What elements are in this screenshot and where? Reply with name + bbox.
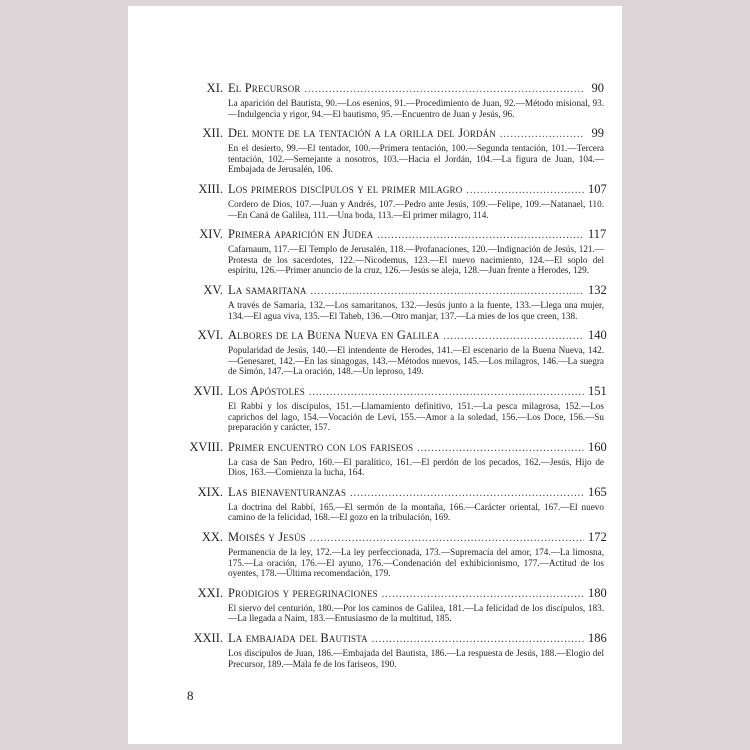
chapter-page: 140 — [588, 328, 607, 343]
dot-leader — [309, 386, 584, 400]
chapter-title: La samaritana — [228, 282, 307, 297]
chapter-number: XXII. — [193, 631, 223, 646]
chapter-page: 107 — [588, 181, 607, 196]
chapter-page: 90 — [591, 81, 604, 95]
chapter-page: 117 — [588, 227, 607, 242]
dot-leader — [500, 128, 584, 142]
chapter-summary: La aparición del Bautista, 90.—Los esenios, 91.—Procedimiento de Juan, 92.—Método misional, 93.—Indulgencia y rigor, 94.—El bautismo, 95.—Encuentro de Juan y Jesús, 96. — [228, 98, 604, 119]
dot-leader — [443, 330, 584, 344]
table-of-contents — [174, 81, 607, 676]
chapter-title-row — [228, 484, 607, 501]
toc-entry — [174, 181, 607, 220]
chapter-number: XV. — [203, 282, 223, 297]
chapter-number: XVI. — [197, 328, 223, 343]
chapter-summary: Los discípulos de Juan, 186.—Embajada del Bautista, 186.—La respuesta de Jesús, 188.—Elogio del Precursor, 189.—Mala fe de los fariseos, 190. — [228, 648, 604, 669]
dot-leader — [310, 532, 584, 546]
chapter-title-row — [228, 227, 607, 243]
dot-leader — [466, 184, 584, 198]
chapter-number: XXI. — [197, 585, 223, 600]
chapter-number: XI. — [206, 81, 223, 95]
chapter-number: XIII. — [198, 181, 223, 196]
chapter-title: Albores de la Buena Nueva en Galilea — [228, 328, 440, 343]
chapter-title: El Precursor — [228, 81, 301, 95]
chapter-summary: La doctrina del Rabbí, 165.—El sermón de la montaña, 166.—Carácter oriental, 167.—El nuevo camino de la felicidad, 168.—El gozo en la tribulación, 169. — [228, 501, 604, 523]
chapter-title: Los primeros discípulos y el primer milagro — [228, 181, 463, 196]
chapter-page: 160 — [588, 439, 607, 454]
toc-entry — [174, 383, 607, 433]
dot-leader — [305, 83, 584, 97]
book-page — [128, 6, 622, 744]
chapter-title: Las bienaventuranzas — [228, 484, 347, 499]
chapter-title: Primer encuentro con los fariseos — [228, 439, 414, 454]
chapter-title-row — [228, 181, 607, 198]
dot-leader — [372, 633, 584, 647]
chapter-summary: Popularidad de Jesús, 140.—El intendente de Herodes, 141.—El escenario de la Buena Nueva, 142.—Genesaret, 142.—En las sinagogas, 143.—Métodos nuevos, 145.—Los milagros, 146.—La suegra de Simón, 147.—La oración, 148.—Un leproso, 149. — [228, 345, 604, 377]
chapter-number: XVIII. — [189, 439, 223, 454]
chapter-summary: Cafarnaum, 117.—El Templo de Jerusalén, 118.—Profanaciones, 120.—Indignación de Jesús, 121.—Protesta de los sacerdotes, 122.—Nicodemus, 123.—El nuevo nacimiento, 124.—El soplo del espíritu, 126.—Primer anuncio de la cruz, 126.—Jesús se aleja, 128.—Juan frente a Herodes, 129. — [228, 244, 604, 276]
chapter-title-row — [228, 328, 607, 344]
chapter-title: Del monte de la tentación a la orilla del Jordán — [228, 126, 496, 141]
chapter-page: 172 — [588, 530, 607, 545]
dot-leader — [311, 285, 585, 299]
chapter-summary: A través de Samaria, 132.—Los samaritanos, 132.—Jesús junto a la fuente, 133.—Llega una mujer, 134.—El agua viva, 135.—El Taheb, 136.—Otro manjar, 137.—La mies de los que creen, 138. — [228, 299, 604, 321]
chapter-title: Los Apóstoles — [228, 383, 305, 398]
chapter-title-row — [228, 81, 604, 97]
chapter-title-row — [228, 585, 607, 602]
chapter-page: 180 — [588, 585, 607, 600]
chapter-page: 151 — [588, 383, 607, 398]
chapter-summary: La casa de San Pedro, 160.—El paralítico, 161.—El perdón de los pecados, 162.—Jesús, Hijo de Dios, 163.—Comienza la lucha, 164. — [228, 456, 604, 478]
chapter-number: XII. — [202, 126, 223, 141]
chapter-summary: En el desierto, 99.—El tentador, 100.—Primera tentación, 100.—Segunda tentación, 101.—Tercera tentación, 102.—Semejante a nosotros, 103.—Hacia el Jordán, 104.—La figura de Juan, 104.—Embajada de Jerusalén, 106. — [228, 143, 604, 175]
page-number: 8 — [187, 688, 194, 703]
toc-entry — [174, 530, 607, 579]
chapter-page: 186 — [588, 631, 607, 646]
chapter-summary: Permanencia de la ley, 172.—La ley perfeccionada, 173.—Supremacía del amor, 174.—La limosna, 175.—La oración, 176.—El ayuno, 176.—Condenación del exhibicionismo, 177.—Actitud de los oyentes, 178.—Última recomendación, 179. — [228, 547, 604, 579]
chapter-summary: El Rabbí y los discípulos, 151.—Llamamiento definitivo, 151.—La pesca milagrosa, 152.—Los caprichos del lago, 154.—Vocación de Leví, 155.—Amor a la soledad, 156.—Los Doce, 156.—Su preparación y carácter, 157. — [228, 400, 604, 433]
chapter-title: La embajada del Bautista — [228, 631, 368, 646]
chapter-summary: El siervo del centurión, 180.—Por los caminos de Galilea, 181.—La felicidad de los discípulos, 183.—La llegada a Naím, 183.—Entusiasmo de la multitud, 185. — [228, 602, 604, 624]
chapter-number: XVII. — [193, 383, 223, 398]
toc-entry — [174, 484, 607, 523]
toc-entry — [174, 282, 607, 321]
chapter-title-row — [228, 439, 607, 456]
chapter-summary: Cordero de Dios, 107.—Juan y Andrés, 107.—Pedro ante Jesús, 109.—Felipe, 109.—Natanael, 110.—En Caná de Galilea, 111.—Una boda, 113.—El primer milagro, 114. — [228, 198, 604, 220]
toc-entry — [174, 585, 607, 624]
dot-leader — [382, 588, 584, 602]
chapter-title: Moisés y Jesús — [228, 530, 306, 545]
toc-entry — [174, 631, 607, 669]
chapter-page: 99 — [591, 126, 604, 141]
chapter-number: XX. — [201, 530, 223, 545]
chapter-title-row — [228, 530, 607, 546]
chapter-title-row — [228, 126, 604, 142]
chapter-title-row — [228, 383, 607, 400]
toc-entry — [174, 328, 607, 377]
toc-entry — [174, 227, 607, 276]
dot-leader — [377, 229, 584, 243]
toc-entry — [174, 439, 607, 478]
chapter-title: Primera aparición en Judea — [228, 227, 374, 242]
dot-leader — [417, 442, 584, 456]
chapter-page: 132 — [588, 282, 607, 297]
toc-entry — [174, 126, 604, 175]
chapter-number: XIV. — [199, 227, 223, 242]
chapter-title-row — [228, 282, 607, 299]
chapter-number: XIX. — [197, 484, 223, 499]
chapter-title-row — [228, 631, 607, 647]
chapter-page: 165 — [588, 484, 607, 499]
dot-leader — [350, 487, 584, 501]
chapter-title: Prodigios y peregrinaciones — [228, 585, 378, 600]
toc-entry — [174, 81, 604, 119]
